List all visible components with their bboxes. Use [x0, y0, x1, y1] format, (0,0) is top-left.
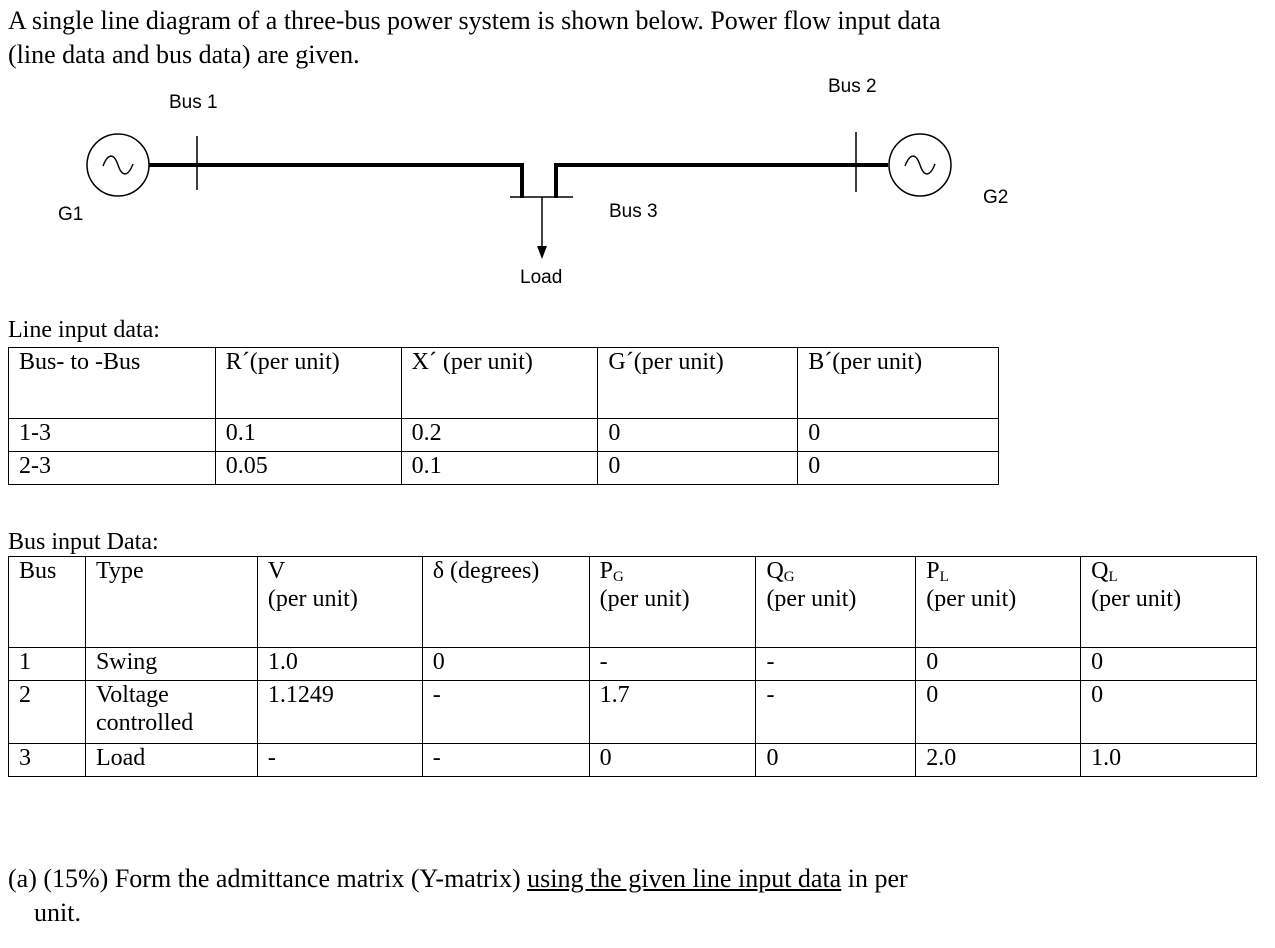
header-ql [1081, 557, 1257, 648]
header-pl [916, 557, 1081, 648]
cell-pl: 0 [916, 648, 1081, 681]
intro-line-1: A single line diagram of a three-bus power system is shown below. Power flow input data [8, 6, 941, 35]
cell-type-line-1: Voltage [95, 682, 169, 708]
header-pg [589, 557, 756, 648]
bus-input-table [8, 556, 1257, 777]
header-qg-sub: G [783, 569, 795, 585]
cell-type-line-2: controlled [95, 710, 194, 736]
cell-bus: 3 [9, 744, 86, 777]
line-table-caption: Line input data: [8, 317, 160, 343]
generator-g2-sine-icon [905, 156, 935, 174]
cell-delta: 0 [422, 648, 589, 681]
cell-bus-to-bus: 1-3 [9, 419, 216, 452]
header-b: B´(per unit) [798, 348, 999, 419]
cell-qg: - [756, 648, 916, 681]
cell-pl: 0 [916, 681, 1081, 744]
cell-type [85, 681, 257, 744]
cell-type: Load [85, 744, 257, 777]
header-pl-main: P [926, 558, 940, 584]
cell-x: 0.1 [401, 452, 598, 485]
question-underlined-text: using the given line input data [527, 864, 842, 893]
header-v-main: V [267, 558, 286, 584]
cell-bus-to-bus: 2-3 [9, 452, 216, 485]
header-qg [756, 557, 916, 648]
table-row [9, 452, 999, 485]
header-pg-sub: G [612, 569, 624, 585]
question-prefix: (a) (15%) Form the admittance matrix (Y-matrix) [8, 864, 528, 893]
header-v-unit: (per unit) [267, 586, 358, 612]
cell-v: - [257, 744, 422, 777]
table-row [9, 419, 999, 452]
header-ql-sub: L [1108, 569, 1118, 585]
load-arrow-icon [537, 246, 547, 259]
g1-label: G1 [58, 204, 84, 225]
intro-line-2: (line data and bus data) are given. [8, 40, 360, 69]
header-pg-unit: (per unit) [599, 586, 690, 612]
cell-pg: 1.7 [589, 681, 756, 744]
cell-pl: 2.0 [916, 744, 1081, 777]
table-row [9, 744, 1257, 777]
cell-r: 0.05 [215, 452, 401, 485]
load-label: Load [520, 267, 563, 288]
cell-bus: 1 [9, 648, 86, 681]
header-ql-unit: (per unit) [1091, 586, 1182, 612]
table-row [9, 648, 1257, 681]
bus3-label: Bus 3 [609, 201, 658, 222]
cell-ql: 0 [1081, 648, 1257, 681]
cell-r: 0.1 [215, 419, 401, 452]
cell-qg: - [756, 681, 916, 744]
cell-b: 0 [798, 419, 999, 452]
cell-g: 0 [598, 419, 798, 452]
generator-g1-sine-icon [103, 156, 133, 174]
question-suffix: in per [841, 864, 908, 893]
header-x: X´ (per unit) [401, 348, 598, 419]
header-qg-unit: (per unit) [766, 586, 857, 612]
line-table-header-row [9, 348, 999, 419]
single-line-diagram [0, 70, 1275, 300]
cell-pg: 0 [589, 744, 756, 777]
cell-g: 0 [598, 452, 798, 485]
cell-delta: - [422, 744, 589, 777]
header-r: R´(per unit) [215, 348, 401, 419]
cell-type: Swing [85, 648, 257, 681]
line-input-table [8, 347, 999, 485]
header-pg-main: P [599, 558, 613, 584]
bus1-label: Bus 1 [169, 92, 218, 113]
question-a [8, 862, 1188, 930]
bus-table-caption: Bus input Data: [8, 529, 159, 555]
header-bus: Bus [9, 557, 86, 648]
g2-label: G2 [983, 187, 1009, 208]
bus2-label: Bus 2 [828, 76, 877, 97]
header-ql-main: Q [1091, 558, 1109, 584]
header-type: Type [85, 557, 257, 648]
cell-v: 1.0 [257, 648, 422, 681]
cell-pg: - [589, 648, 756, 681]
cell-x: 0.2 [401, 419, 598, 452]
header-delta: δ (degrees) [422, 557, 589, 648]
header-g: G´(per unit) [598, 348, 798, 419]
header-pl-sub: L [939, 569, 949, 585]
cell-bus: 2 [9, 681, 86, 744]
cell-b: 0 [798, 452, 999, 485]
header-qg-main: Q [766, 558, 784, 584]
cell-qg: 0 [756, 744, 916, 777]
bus-table-header-row [9, 557, 1257, 648]
header-bus-to-bus: Bus- to -Bus [9, 348, 216, 419]
question-line-2: unit. [34, 898, 81, 927]
cell-ql: 0 [1081, 681, 1257, 744]
header-v [257, 557, 422, 648]
table-row [9, 681, 1257, 744]
cell-ql: 1.0 [1081, 744, 1257, 777]
header-pl-unit: (per unit) [926, 586, 1017, 612]
cell-v: 1.1249 [257, 681, 422, 744]
cell-delta: - [422, 681, 589, 744]
intro-paragraph [8, 4, 1188, 72]
